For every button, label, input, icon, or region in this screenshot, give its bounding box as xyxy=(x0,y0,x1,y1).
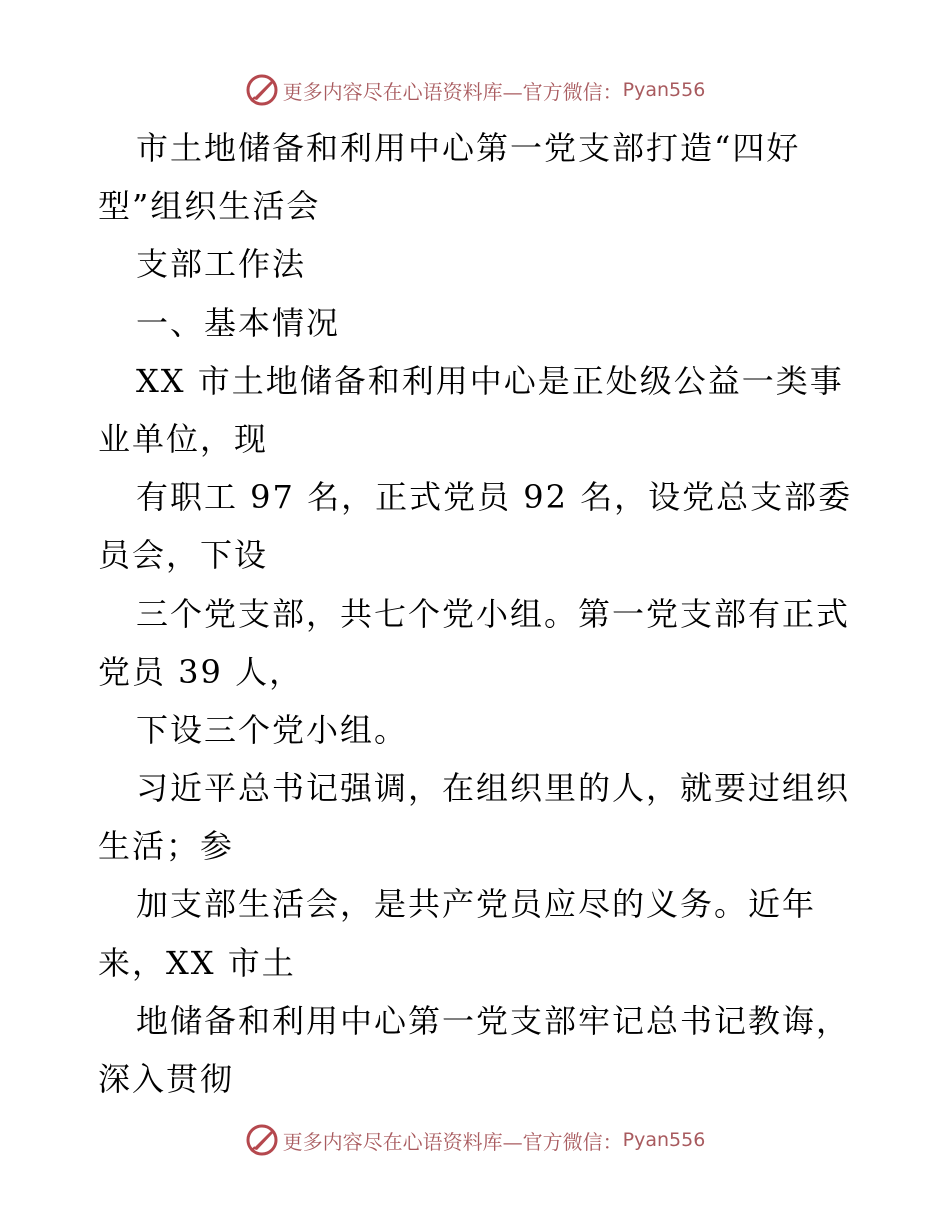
text-line: 地储备和利用中心第一党支部牢记总书记教诲， xyxy=(136,1001,851,1040)
text-line: 型”组织生活会 xyxy=(98,187,321,226)
document-body xyxy=(98,119,858,1108)
text-line: 党员 39 人， xyxy=(98,652,304,691)
text-line: 有职工 97 名，正式党员 92 名，设党总支部委 xyxy=(136,478,853,517)
text-line: 员会，下设 xyxy=(98,536,269,575)
text-line: 习近平总书记强调，在组织里的人，就要过组织 xyxy=(136,769,851,808)
text-line: 来，XX 市土 xyxy=(98,943,296,982)
quill-logo-icon xyxy=(245,1123,279,1157)
text-line: 下设三个党小组。 xyxy=(136,710,409,749)
banner-wechat-id: Pyan556 xyxy=(622,1129,706,1151)
header-watermark-banner xyxy=(0,70,950,110)
text-line: 市土地储备和利用中心第一党支部打造“四好 xyxy=(136,129,801,167)
footer-watermark-banner xyxy=(0,1120,950,1160)
text-line: 支部工作法 xyxy=(136,245,307,284)
text-line: 加支部生活会，是共产党员应尽的义务。近年 xyxy=(136,885,817,924)
section-heading: 一、基本情况 xyxy=(136,303,341,342)
text-line: XX 市土地储备和利用中心是正处级公益一类事 xyxy=(136,361,844,400)
text-line: 生活；参 xyxy=(98,827,235,866)
banner-wechat-id: Pyan556 xyxy=(622,79,706,101)
text-line: 业单位，现 xyxy=(98,419,269,458)
text-line: 深入贯彻 xyxy=(98,1060,235,1098)
quill-logo-icon xyxy=(245,73,279,107)
banner-text: 更多内容尽在心语资料库—官方微信： xyxy=(282,1129,623,1154)
text-line: 三个党支部，共七个党小组。第一党支部有正式 xyxy=(136,594,851,633)
banner-text: 更多内容尽在心语资料库—官方微信： xyxy=(282,79,623,104)
